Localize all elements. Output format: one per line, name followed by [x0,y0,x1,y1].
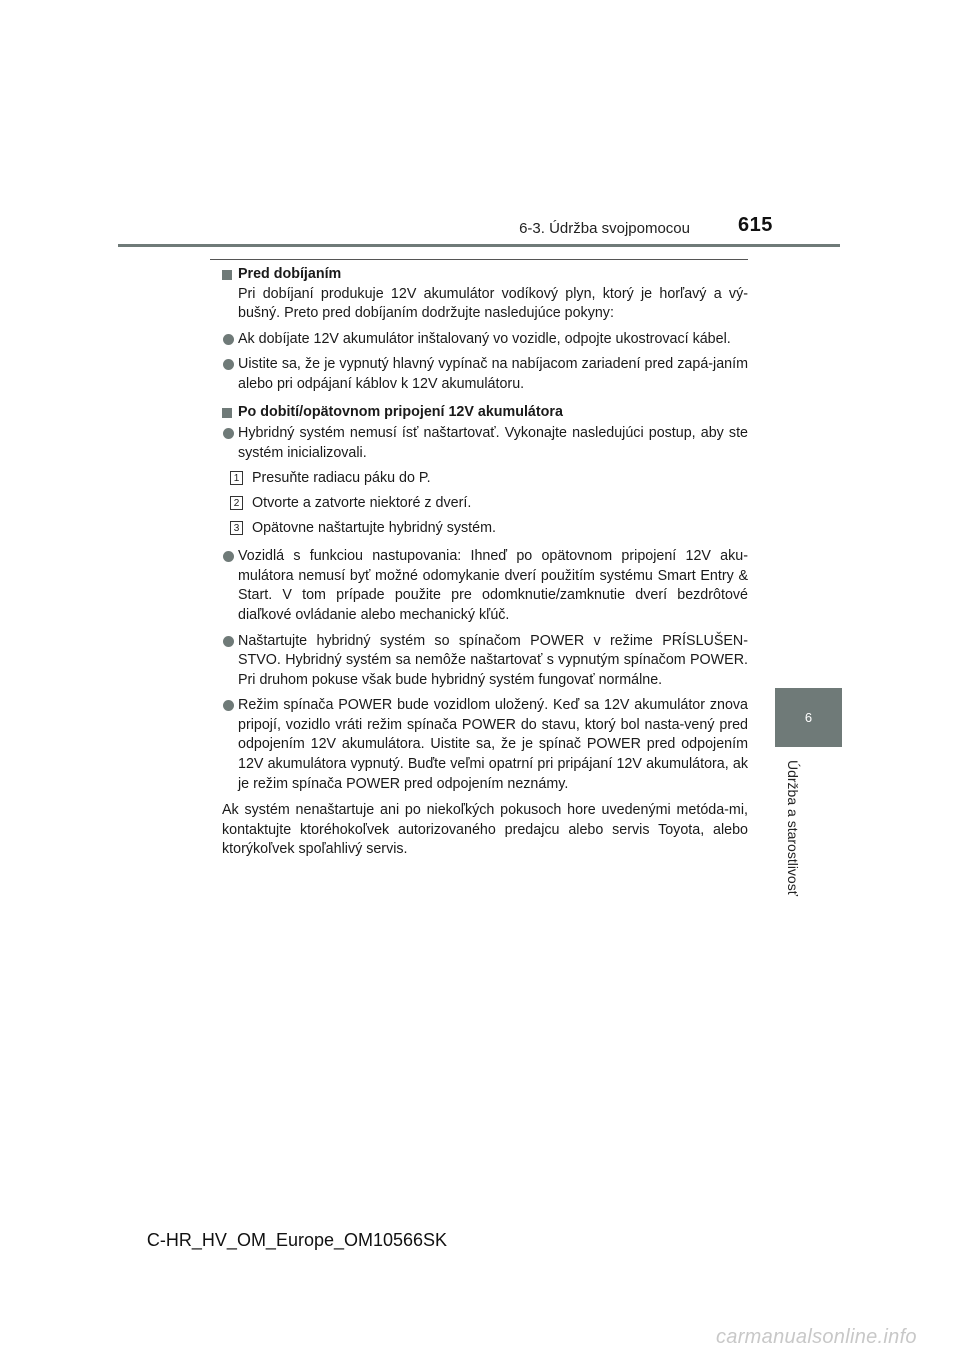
step-item [230,469,748,489]
header-rule [118,244,840,247]
circle-bullet-icon [223,700,234,711]
circle-bullet-icon [223,334,234,345]
section-after-charging [222,403,748,860]
list-item [222,696,748,794]
step-list [222,469,748,538]
circle-bullet-icon [223,428,234,439]
step-number-box: 2 [230,496,243,510]
list-item [222,547,748,625]
square-bullet-icon [222,408,232,418]
section-heading [222,265,748,285]
heading-text: Po dobití/opätovnom pripojení 12V akumulátora [238,403,563,420]
chapter-number: 6 [804,710,813,725]
list-item-text: Hybridný systém nemusí ísť naštartovať. Vykonajte nasledujúci postup, aby ste systém inicializovali. [238,425,748,461]
footer-doc-code-text: C-HR_HV_OM_Europe_OM10566SK [146,1230,448,1250]
list-item-text: Uistite sa, že je vypnutý hlavný vypínač na nabíjacom zariadení pred zapá-janím alebo pri odpájaní káblov k 12V akumulátoru. [238,356,748,392]
page-content [222,265,748,860]
step-text: Opätovne naštartujte hybridný systém. [252,519,496,536]
step-text: Presuňte radiacu páku do P. [252,470,431,487]
circle-bullet-icon [223,551,234,562]
content-rule [210,259,748,260]
step-number-box: 3 [230,521,243,535]
list-item [222,330,748,350]
circle-bullet-icon [223,636,234,647]
list-item [222,632,748,691]
section-intro: Pri dobíjaní produkuje 12V akumulátor vodíkový plyn, ktorý je horľavý a vý-bušný. Preto pred dobíjaním dodržujte nasledujúce pokyny: [238,285,748,322]
list-item [222,355,748,394]
page-number: 615 [738,214,773,236]
step-text: Otvorte a zatvorte niektoré z dverí. [252,494,472,511]
heading-text: Pred dobíjaním [238,266,342,282]
footer-doc-code [0,1230,960,1251]
section-heading [222,403,748,423]
closing-paragraph: Ak systém nenaštartuje ani po niekoľkých pokusoch hore uvedenými metóda-mi, kontaktujte ktoréhokoľvek autorizovaného predajcu alebo servis Toyota, alebo ktorýkoľvek spoľahlivý servis. [222,802,748,858]
list-item-text: Naštartujte hybridný systém so spínačom POWER v režime PRÍSLUŠEN-STVO. Hybridný systém sa nemôže naštartovať s vypnutým spínačom POWER. Pri druhom pokuse však bude hybridný systém fungovať normálne. [238,632,748,688]
watermark: carmanualsonline.info [716,1326,917,1348]
chapter-label-text: Údržba a starostlivosť [785,760,801,896]
list-item-text: Režim spínača POWER bude vozidlom uložený. Keď sa 12V akumulátor znova pripojí, vozidlo vráti režim spínača POWER do stavu, ktorý bol nasta-vený pred odpojením 12V akumulátora. Uistite sa, že je spínač POWER pred odpojením 12V akumulátora vypnutý. Buďte veľmi opatrní pri pripájaní 12V akumulátora, ak je režim spínača POWER pred odpojením neznámy. [238,697,748,792]
chapter-label [785,760,801,900]
section-before-charging [222,265,748,395]
square-bullet-icon [222,270,232,280]
list-item-text: Ak dobíjate 12V akumulátor inštalovaný vo vozidle, odpojte ukostrovací kábel. [238,330,731,347]
list-item [222,424,748,463]
step-number-box: 1 [230,471,243,485]
chapter-tab [775,688,842,747]
header-section-title: 6-3. Údržba svojpomocou [519,220,690,237]
list-item-text: Vozidlá s funkciou nastupovania: Ihneď po opätovnom pripojení 12V aku-mulátora nemusí byť možné odomykanie dverí použitím systému Smart Entry & Start. V tom prípade použite pre odomknutie/zamknutie dverí bezdrôtové diaľkové ovládanie alebo mechanický kľúč. [238,548,748,623]
circle-bullet-icon [223,359,234,370]
step-item [230,494,748,514]
step-item [230,519,748,539]
